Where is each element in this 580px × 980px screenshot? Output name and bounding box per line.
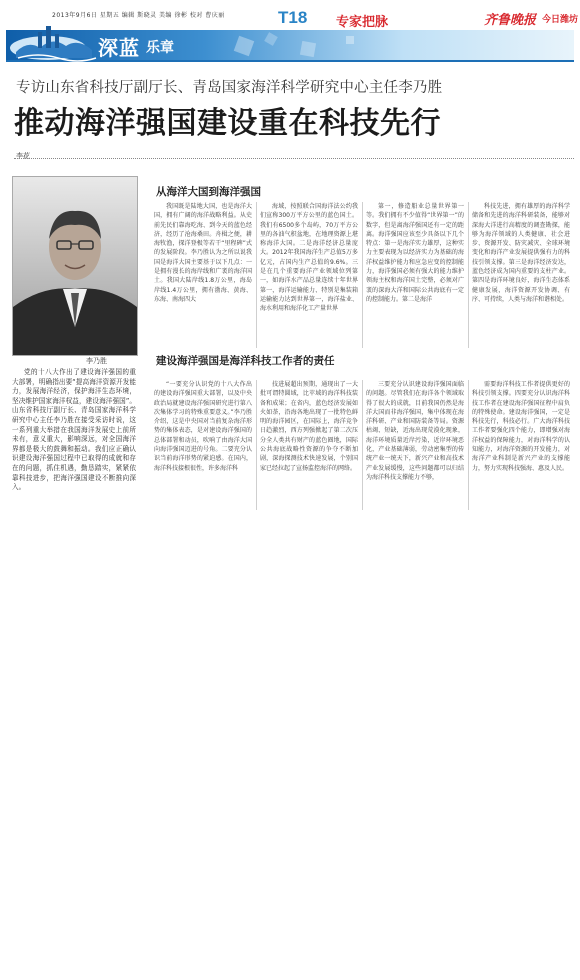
band-decoration-icon <box>206 32 506 58</box>
section-2-title: 建设海洋强国是海洋科技工作者的责任 <box>156 355 335 367</box>
brand-main: 深蓝 <box>98 36 140 60</box>
city-skyline-logo-icon <box>8 18 98 62</box>
s2-column-4: 需要海洋科技工作者提供更好的科技引领支撑。四要充分认识海洋科技工作者在建设海洋强国征程中肩负的特殊使命。建设海洋强国，一定是科技先行，科技必行。广大海洋科技工作者要强化四个能力，即增强对海洋权益的保障能力，对海洋科学的认知能力，对海洋资源的开发能力，对海洋产业科制是新兴产业的支撑能力，努力实现科技强海、惠及人民。 <box>472 381 570 472</box>
byline: 李花 <box>16 152 30 160</box>
newspaper-page <box>6 6 579 626</box>
s1-column-2: 海域，按照联合国海洋法公约我们宣称300万平方公里的蓝色国土。我们有6500多个岛屿，70万平方公里的各油气积盆地，在地理资源上堪称海洋大国。二是海洋经济总量庞大。2012年我国海洋生产总值5万多亿元，占国内生产总值的9.6%。三是在几个重要海洋产业领域位列第一，如海洋水产品总量连续十年世界第一，海洋运输能力、特别是集装箱运输能力达到世界第一，海洋盐业、海水利用和海洋化工产量世界 <box>260 203 358 313</box>
s1-column-3: 第一，修造船业总量世界第一等。我们拥有不少值得“世界第一”的数字，但是离海洋强国还有一定的距离。海洋强国应该至少具备以下几个特点：第一是海洋实力雄厚，这种实力主要表现为以经济实力为基础的海洋权益维护能力和应急应变的控制能力，海洋强国必须有强大的能力维护领海主权和海洋国土完整，必须对广袤的深海大洋和国际公共海底有一定的控制能力。第二是海洋 <box>366 203 464 303</box>
column-divider <box>362 202 363 348</box>
brand-sub: 乐章 <box>146 40 174 56</box>
column-divider <box>468 380 469 510</box>
paper-name: 齐鲁晚报 <box>484 13 537 28</box>
title-divider <box>14 158 574 159</box>
portrait-photo <box>12 176 138 356</box>
column-divider <box>362 380 363 510</box>
page-number: T18 <box>278 8 308 27</box>
s1-column-1: 我国既是陆地大国，也是海洋大国，拥有广阔的海洋战略利益。从史前先民们靠海吃海、到今天的蓝色经济，经历了沧海桑田。舟楫之便，耕海牧渔，探洋登极等若干“里程碑”式的发展阶段。李乃胜认为之所以说我国是海洋大国主要基于以下几点：一是拥有漫长的海岸线和广袤的海洋国土。我国大陆岸线1.8万公里，海岛岸线1.4万公里，拥有渤海、黄海、东海、南海四大 <box>154 203 252 303</box>
article-title: 推动海洋强国建设重在科技先行 <box>14 106 441 141</box>
photo-caption: 李乃胜 <box>86 357 107 365</box>
s2-column-3: 三要充分认识建设海洋强国面临的问题。尽管我们在海洋各个领域取得了很大的成就，目前我国仍然是海洋大国而非海洋强国，集中体现在海洋科研、产业和国防装备等局。资源枯竭、短缺，近海出现荒漠化现象，海洋环境质量近岸污染，近岸环境恶化，产业基础薄弱，劳动密集型的传统产业一统天下，新兴产业和高技术产业发展缓慢，这些问题都可以归结为海洋科技支撑能力不够， <box>366 381 464 481</box>
column-divider <box>468 202 469 348</box>
s2-column-1: “一要充分认识党的十八大作出的建设海洋强国重大部署，以及中央政治局就建设海洋强国研究进行第八次集体学习的特殊重要意义。”李乃胜介绍，这是中央国对当前复杂海洋形势的集体表态，是对建设海洋强国的总体部署和动员，吹响了由海洋大国向海洋强国迈进的号角。二要充分认识当前海洋形势的紧迫感。在国内，海洋科技接根很性，许多海洋科 <box>154 381 252 472</box>
intro-paragraph: 党的十八大作出了建设海洋强国的重大部署，明确指出要“提高海洋资源开发能力，发展海洋经济，保护海洋生态环境，坚决维护国家海洋权益，建设海洋强国”。山东省科技厅副厅长、青岛国家海洋科学研究中心主任李乃胜在接受采访时说，这一系列重大举措在我国海洋发展史上前所未有，意义重大，影响深远，对全国海洋界都是极大的鼓舞和振动。我们应正确认识建设海洋强国过程中已取得的成就和存在的问题，抓住机遇，勤恳踏实，紧紧依靠科技进步，把海洋强国建设不断推向深入。 <box>12 368 136 492</box>
s1-column-4: 科技先进，拥有雄厚的海洋科学储备和先进的海洋科研装备，能够对深海大洋进行高精度的调查勘探，能够为海洋领域的人类健康、社会进步、资源开发、防灾减灾、全球环境变化和海洋产业发展提供强有力的科技引领支撑。第三是海洋经济发达，蓝色经济成为国内重要的支柱产业。第四是海洋环境良好，海洋生态体系健康发展，海洋资源开发协调、有序、可持续，人类与海洋和谐相处。 <box>472 203 570 303</box>
portrait-figure-icon <box>13 177 137 355</box>
date-meta: 2013年9月6日 星期五 编辑 斯晓灵 美编 徐彬 校对 曹庆丽 <box>52 12 225 19</box>
page-header <box>6 6 579 62</box>
article-kicker: 专访山东省科技厅副厅长、青岛国家海洋科学研究中心主任李乃胜 <box>16 80 443 96</box>
edition-name: 今日潍坊 <box>542 15 579 25</box>
section-1-title: 从海洋大国到海洋强国 <box>156 186 261 198</box>
column-divider <box>256 380 257 510</box>
column-name: 专家把脉 <box>336 15 389 30</box>
s2-column-2: 技进展超出预期，通现出了一大批可谓特圆域，比苹域的海洋科技装备和成果；在省内，蓝色经济发展如火如荼，沿海各地出现了一批特色鲜明的海洋园区，在国际上，海洋竞争日趋激烈，西方列强掀起了第二次压分全人类共有财产的蓝色圈地，国际公共海底战略性资源的争夺不断加剧，深海探测技术快速发展，个别国家已经拉起了宣扬监控海洋的网络。 <box>260 381 358 472</box>
column-divider <box>256 202 257 348</box>
